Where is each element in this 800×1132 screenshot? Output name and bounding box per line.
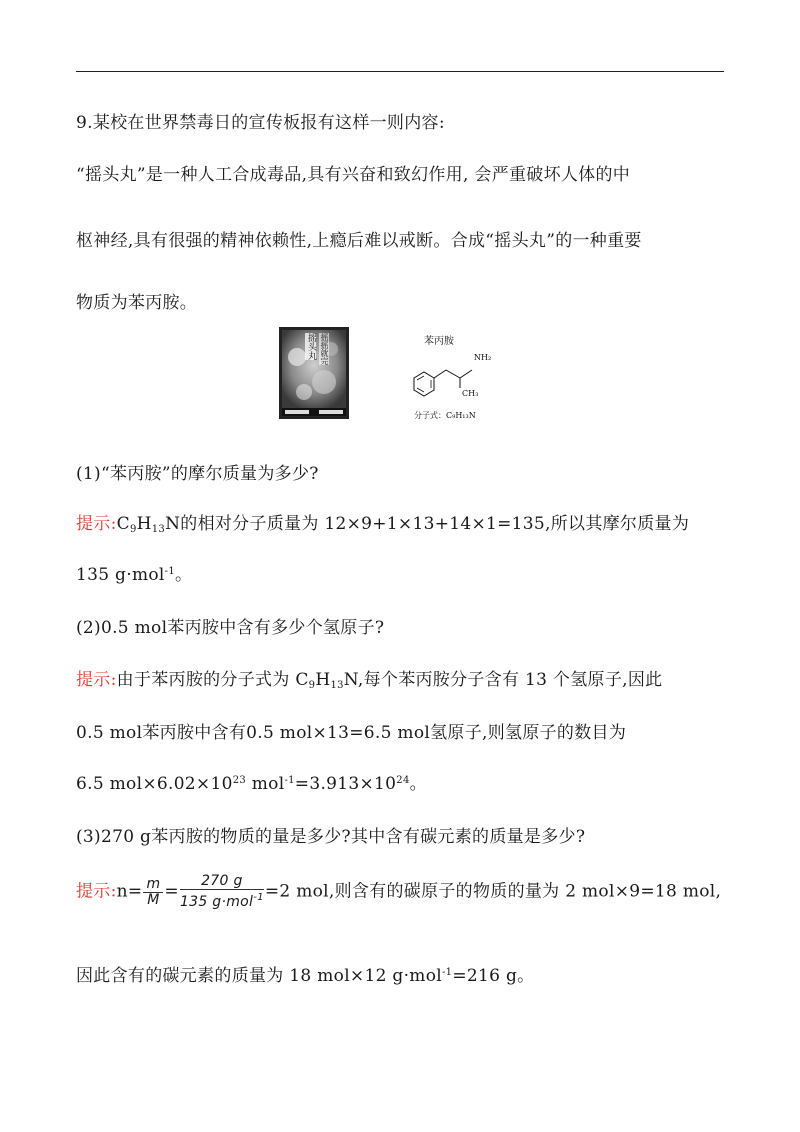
q1-molar-mass: 135 g·mol xyxy=(76,565,165,585)
question-paragraph-2: 枢神经,具有很强的精神依赖性,上瘾后难以戒断。合成“摇头丸”的一种重要 xyxy=(76,231,642,251)
q3-fraction-values xyxy=(180,874,264,910)
ch3-label: CH₃ xyxy=(462,389,479,398)
header-rule xyxy=(76,71,724,72)
q3-answer-rest: =2 mol,则含有的碳原子的物质的量为 2 mol×9=18 mol, xyxy=(264,881,722,902)
chain-bond-2 xyxy=(446,370,460,378)
q3-frac2-den-sup: -1 xyxy=(253,892,264,903)
q2-calc-c: =3.913×10 xyxy=(294,774,397,794)
q3-carbon-mass-a: 因此含有的碳元素的质量为 18 mol×12 g·mol xyxy=(76,966,442,986)
question-paragraph-3: 物质为苯丙胺。 xyxy=(76,293,198,313)
q3-carbon-mass-b: =216 g。 xyxy=(452,966,535,986)
q3-equals: = xyxy=(164,881,179,902)
q1-formula-c: C xyxy=(116,514,130,534)
amphetamine-structure xyxy=(400,330,540,425)
nh2-bond xyxy=(460,370,472,378)
q2-answer-line-1 xyxy=(76,665,662,691)
q2-sub-9: 9 xyxy=(308,680,316,691)
q2-hint-label: 提示: xyxy=(76,670,117,690)
q2-text-a: 由于苯丙胺的分子式为 C xyxy=(116,670,309,690)
q3-n-equals: n= xyxy=(116,881,143,902)
q3-frac2-den-text: 135 g·mol xyxy=(179,894,254,910)
q3-frac2-denominator xyxy=(180,890,264,910)
q1-question: (1)“苯丙胺”的摩尔质量为多少? xyxy=(76,464,319,484)
q3-frac2-numerator: 270 g xyxy=(180,874,264,890)
q2-answer-line-3 xyxy=(76,769,427,794)
poster-image xyxy=(279,327,349,419)
q3-unit-sup: -1 xyxy=(442,967,453,978)
q2-sup-23: 23 xyxy=(232,775,247,786)
molecule-name: 苯丙胺 xyxy=(424,336,454,347)
q3-fraction-m-over-M xyxy=(143,877,163,908)
question-paragraph-1: “摇头丸”是一种人工合成毒品,具有兴奋和致幻作用, 会严重破坏人体的中 xyxy=(76,165,631,185)
q3-hint-label: 提示: xyxy=(76,881,117,902)
q3-frac1-numerator: m xyxy=(143,877,163,893)
q1-unit-sup: -1 xyxy=(164,566,175,577)
poster-subtitle-text: 摇摇就完 xyxy=(320,333,329,365)
q2-period: 。 xyxy=(409,774,427,794)
q2-question: (2)0.5 mol苯丙胺中含有多少个氢原子? xyxy=(76,618,385,638)
q1-period: 。 xyxy=(174,565,193,585)
q1-formula-sub-9: 9 xyxy=(129,524,137,535)
poster-title-text: 摇头丸 xyxy=(306,333,316,360)
q1-hint-label: 提示: xyxy=(76,514,117,534)
q3-answer-line-2 xyxy=(76,961,534,986)
q2-text-h: H xyxy=(315,670,331,690)
q1-answer-line-2 xyxy=(76,560,192,585)
q2-text-c: N,每个苯丙胺分子含有 13 个氢原子,因此 xyxy=(343,670,663,690)
q2-calc-b: mol xyxy=(246,774,285,794)
q3-question: (3)270 g苯丙胺的物质的量是多少?其中含有碳元素的质量是多少? xyxy=(76,827,586,847)
q2-calc-a: 6.5 mol×6.02×10 xyxy=(76,774,233,794)
q1-formula-h: H xyxy=(136,514,152,534)
nh2-label: NH₂ xyxy=(474,353,492,362)
q1-answer-line-1 xyxy=(76,509,689,535)
q2-sub-13: 13 xyxy=(330,680,344,691)
q1-formula-sub-13: 13 xyxy=(151,524,166,535)
q1-answer-text: N的相对分子质量为 12×9+1×13+14×1=135,所以其摩尔质量为 xyxy=(165,514,690,534)
q2-sup-24: 24 xyxy=(396,775,410,786)
formula-label: 分子式：C₉H₁₃N xyxy=(414,411,476,420)
q3-frac1-denominator: M xyxy=(147,891,160,908)
q3-answer-line-1 xyxy=(76,874,721,910)
question-title: 9.某校在世界禁毒日的宣传板报有这样一则内容: xyxy=(76,113,445,133)
chain-bond-1 xyxy=(434,370,446,378)
q2-answer-line-2: 0.5 mol苯丙胺中含有0.5 mol×13=6.5 mol氢原子,则氢原子的数目为 xyxy=(76,723,627,743)
q2-sup-neg1: -1 xyxy=(284,775,295,786)
